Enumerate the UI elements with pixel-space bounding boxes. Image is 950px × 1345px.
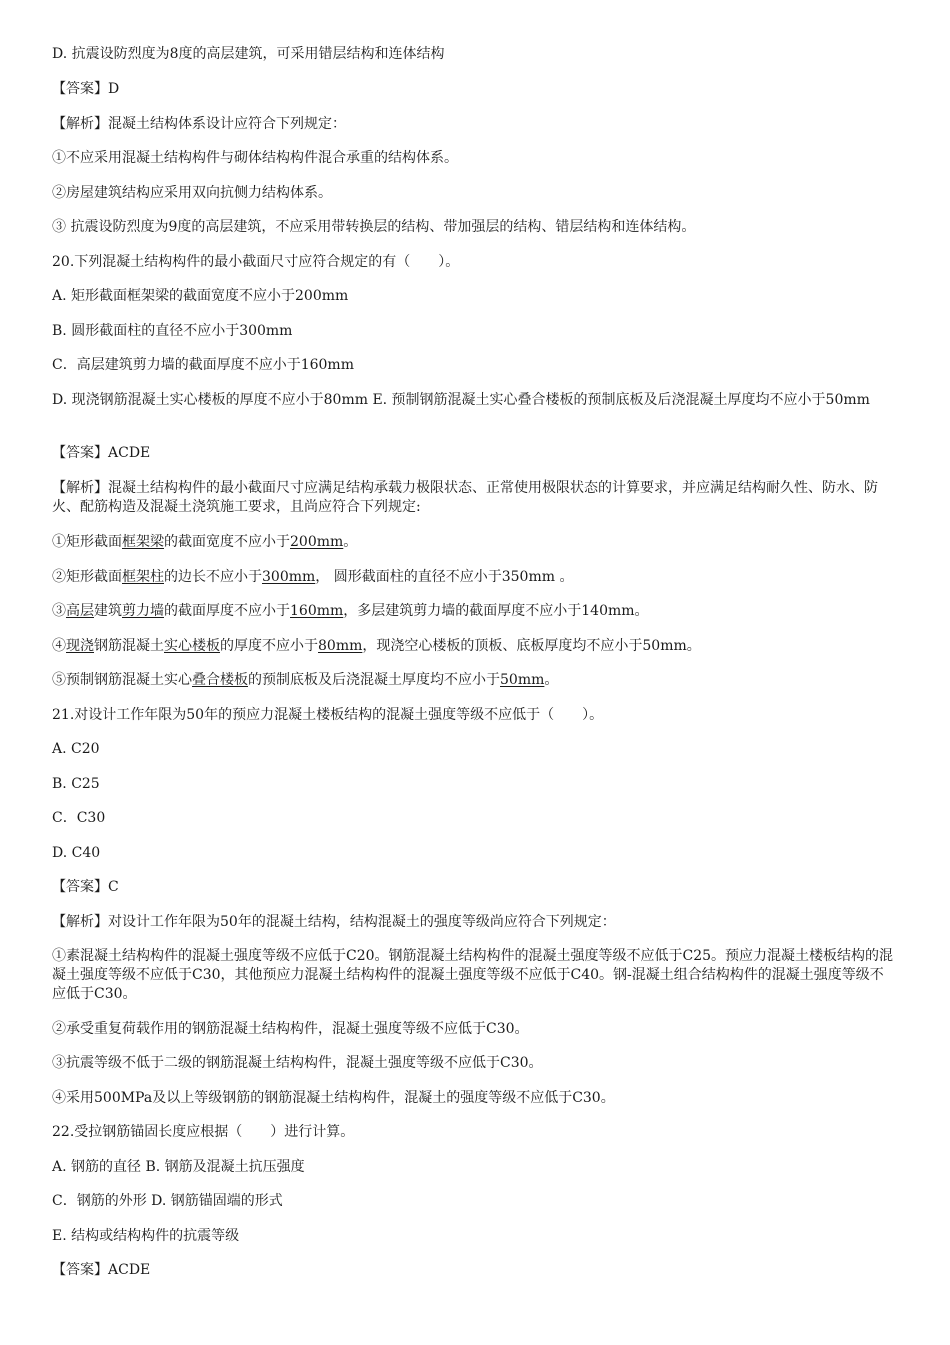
q21-analysis-item-1: ①素混凝土结构构件的混凝土强度等级不应低于C20。钢筋混凝土结构构件的混凝土强度等级不应低于C25。预应力混凝土楼板结构的混凝土强度等级不应低于C30，其他预应力混凝土结构构件的混凝土强度等级不应低于C40。钢-混凝土组合结构构件的混凝土强度等级不应低于C30。 <box>52 948 894 1002</box>
q20-option-d-e: D. 现浇钢筋混凝土实心楼板的厚度不应小于80mm E. 预制钢筋混凝土实心叠合楼板的预制底板及后浇混凝土厚度均不应小于50mm <box>52 392 870 408</box>
q20-question: 20.下列混凝土结构构件的最小截面尺寸应符合规定的有（ ）。 <box>52 254 460 270</box>
q21-analysis-item-4: ④采用500MPa及以上等级钢筋的钢筋混凝土结构构件，混凝土的强度等级不应低于C30。 <box>52 1090 615 1106</box>
q22-options-c-d: C．钢筋的外形 D. 钢筋锚固端的形式 <box>52 1193 283 1209</box>
q21-option-d: D. C40 <box>52 845 101 861</box>
q19-analysis-heading: 【解析】混凝土结构体系设计应符合下列规定： <box>52 116 346 132</box>
q21-option-a: A. C20 <box>52 741 100 757</box>
q21-analysis-item-2: ②承受重复荷载作用的钢筋混凝土结构构件，混凝土强度等级不应低于C30。 <box>52 1021 529 1037</box>
q20-analysis-heading: 【解析】混凝土结构构件的最小截面尺寸应满足结构承载力极限状态、正常使用极限状态的计算要求，并应满足结构耐久性、防水、防火、配筋构造及混凝土浇筑施工要求，且尚应符合下列规定: <box>52 480 878 515</box>
q20-rule-5: ⑤预制钢筋混凝土实心叠合楼板的预制底板及后浇混凝土厚度均不应小于50mm。 <box>52 672 559 688</box>
q21-answer: 【答案】C <box>52 879 119 895</box>
q22-option-e: E. 结构或结构构件的抗震等级 <box>52 1228 240 1244</box>
q19-analysis-item-2: ②房屋建筑结构应采用双向抗侧力结构体系。 <box>52 185 332 201</box>
q20-option-a: A. 矩形截面框架梁的截面宽度不应小于200mm <box>52 288 349 304</box>
q20-rule-1: ①矩形截面框架梁的截面宽度不应小于200mm。 <box>52 534 358 550</box>
q21-analysis-heading: 【解析】对设计工作年限为50年的混凝土结构，结构混凝土的强度等级尚应符合下列规定： <box>52 914 616 930</box>
q20-rule-3: ③高层建筑剪力墙的截面厚度不应小于160mm，多层建筑剪力墙的截面厚度不应小于140mm。 <box>52 603 649 619</box>
q20-option-c: C．高层建筑剪力墙的截面厚度不应小于160mm <box>52 357 354 373</box>
q19-answer: 【答案】D <box>52 81 120 97</box>
q22-question: 22.受拉钢筋锚固长度应根据（ ）进行计算。 <box>52 1124 355 1140</box>
q21-option-c: C．C30 <box>52 810 106 826</box>
q19-option-d: D. 抗震设防烈度为8度的高层建筑，可采用错层结构和连体结构 <box>52 46 445 62</box>
q20-rule-2: ②矩形截面框架柱的边长不应小于300mm， 圆形截面柱的直径不应小于350mm 。 <box>52 569 574 585</box>
q20-option-b: B. 圆形截面柱的直径不应小于300mm <box>52 323 293 339</box>
q21-option-b: B. C25 <box>52 776 100 792</box>
q20-rule-4: ④现浇钢筋混凝土实心楼板的厚度不应小于80mm，现浇空心楼板的顶板、底板厚度均不应小于50mm。 <box>52 638 701 654</box>
q19-analysis-item-3: ③ 抗震设防烈度为9度的高层建筑，不应采用带转换层的结构、带加强层的结构、错层结构和连体结构。 <box>52 219 696 235</box>
q19-analysis-item-1: ①不应采用混凝土结构构件与砌体结构构件混合承重的结构体系。 <box>52 150 458 166</box>
q21-analysis-item-3: ③抗震等级不低于二级的钢筋混凝土结构构件，混凝土强度等级不应低于C30。 <box>52 1055 543 1071</box>
q22-options-a-b: A. 钢筋的直径 B. 钢筋及混凝土抗压强度 <box>52 1159 305 1175</box>
q22-answer: 【答案】ACDE <box>52 1262 151 1278</box>
q21-question: 21.对设计工作年限为50年的预应力混凝土楼板结构的混凝土强度等级不应低于（ ）。 <box>52 707 604 723</box>
q20-answer: 【答案】ACDE <box>52 445 151 461</box>
